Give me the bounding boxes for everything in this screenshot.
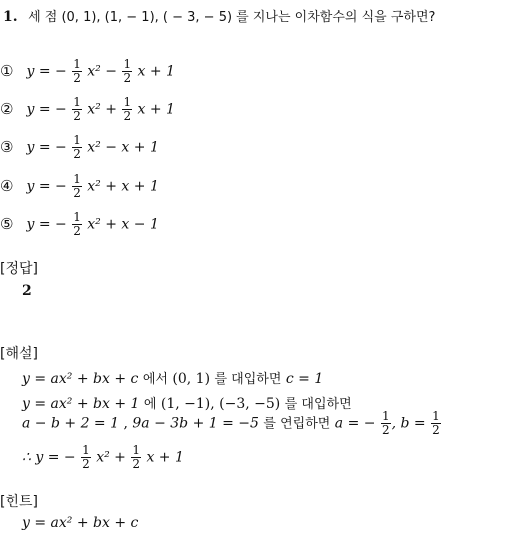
choice-3[interactable]	[0, 134, 159, 161]
explanation-line-4-mid: x² +	[96, 449, 126, 466]
choice-3-frac-a: $\frac{1}{2}$	[73, 133, 81, 161]
explanation-line-4-frac-b: $\frac{1}{2}$	[132, 443, 140, 471]
explanation-line-3-lead: a = −	[334, 415, 376, 432]
choice-4-frac-a: $\frac{1}{2}$	[73, 172, 81, 200]
explanation-line-3	[22, 410, 442, 437]
choice-1-frac-b: $\frac{1}{2}$	[123, 57, 132, 85]
choice-5-tail: x² + x − 1	[87, 216, 159, 233]
choice-2-mark: ②	[0, 99, 14, 118]
choice-4-lead: y = −	[26, 178, 67, 195]
explanation-line-4-frac-a: $\frac{1}{2}$	[82, 443, 90, 471]
explanation-line-2-text: 에	[143, 397, 157, 412]
choice-1-lead: y = −	[26, 63, 67, 80]
choice-1-frac-a: $\frac{1}{2}$	[73, 57, 81, 85]
choice-2-mid: x² +	[87, 101, 117, 118]
explanation-line-3-eq2: 9a − 3b + 1 = −5	[132, 415, 259, 432]
choice-2-frac-a: $\frac{1}{2}$	[73, 95, 81, 123]
explanation-line-3-eq1: a − b + 2 = 1	[22, 415, 120, 432]
choice-4-mark: ④	[0, 176, 14, 195]
choice-2[interactable]	[0, 96, 175, 123]
choice-3-lead: y = −	[26, 139, 67, 156]
hint-formula: y = ax² + bx + c	[22, 515, 139, 531]
explanation-line-4-tail: x + 1	[146, 449, 184, 466]
explanation-line-1	[22, 368, 323, 387]
explanation-line-1-result: c = 1	[285, 371, 324, 387]
choice-2-lead: y = −	[26, 101, 67, 118]
explanation-line-4	[22, 444, 184, 471]
choice-4-tail: x² + x + 1	[87, 178, 159, 195]
explanation-line-3-text: 를 연립하면	[263, 416, 331, 432]
answer-value: 2	[22, 283, 32, 299]
choice-3-tail: x² − x + 1	[87, 139, 159, 156]
choice-2-tail: x + 1	[137, 101, 175, 118]
explanation-line-2-math: y = ax² + bx + 1	[22, 396, 140, 412]
explanation-line-1-math: y = ax² + bx + c	[22, 371, 139, 387]
answer-label: [정답]	[0, 261, 38, 277]
choice-1-tail: x + 1	[137, 63, 175, 80]
choice-5[interactable]	[0, 211, 159, 238]
explanation-line-2-points: (1, −1), (−3, −5)	[160, 396, 281, 412]
choice-4[interactable]	[0, 173, 159, 200]
choice-5-mark: ⑤	[0, 214, 14, 233]
explanation-line-3-frac-a: $\frac{1}{2}$	[381, 409, 390, 437]
question-number: 1.	[3, 9, 18, 25]
explanation-line-4-lead: ∴ y = −	[22, 449, 76, 466]
choice-3-mark: ③	[0, 137, 14, 156]
explanation-line-1-text2: 를 대입하면	[214, 372, 282, 387]
explanation-line-1-point: (0, 1)	[172, 371, 211, 387]
explanation-line-1-text: 에서	[142, 372, 168, 387]
explanation-label: [해설]	[0, 346, 38, 362]
choice-1[interactable]	[0, 58, 175, 85]
explanation-line-3-comma: ,	[119, 415, 133, 432]
choice-2-frac-b: $\frac{1}{2}$	[123, 95, 132, 123]
explanation-line-2-text2: 를 대입하면	[284, 397, 352, 412]
choice-5-frac-a: $\frac{1}{2}$	[73, 210, 81, 238]
choice-1-mark: ①	[0, 61, 14, 80]
question-text: 세 점 (0, 1), (1, − 1), ( − 3, − 5) 를 지나는 이차함수의 식을 구하면?	[28, 10, 436, 25]
hint-label: [힌트]	[0, 494, 38, 510]
explanation-line-3-mid: , b =	[391, 415, 426, 432]
choice-5-lead: y = −	[26, 216, 67, 233]
explanation-line-3-frac-b: $\frac{1}{2}$	[432, 409, 440, 437]
choice-1-mid: x² −	[87, 63, 117, 80]
question-line	[3, 6, 435, 25]
